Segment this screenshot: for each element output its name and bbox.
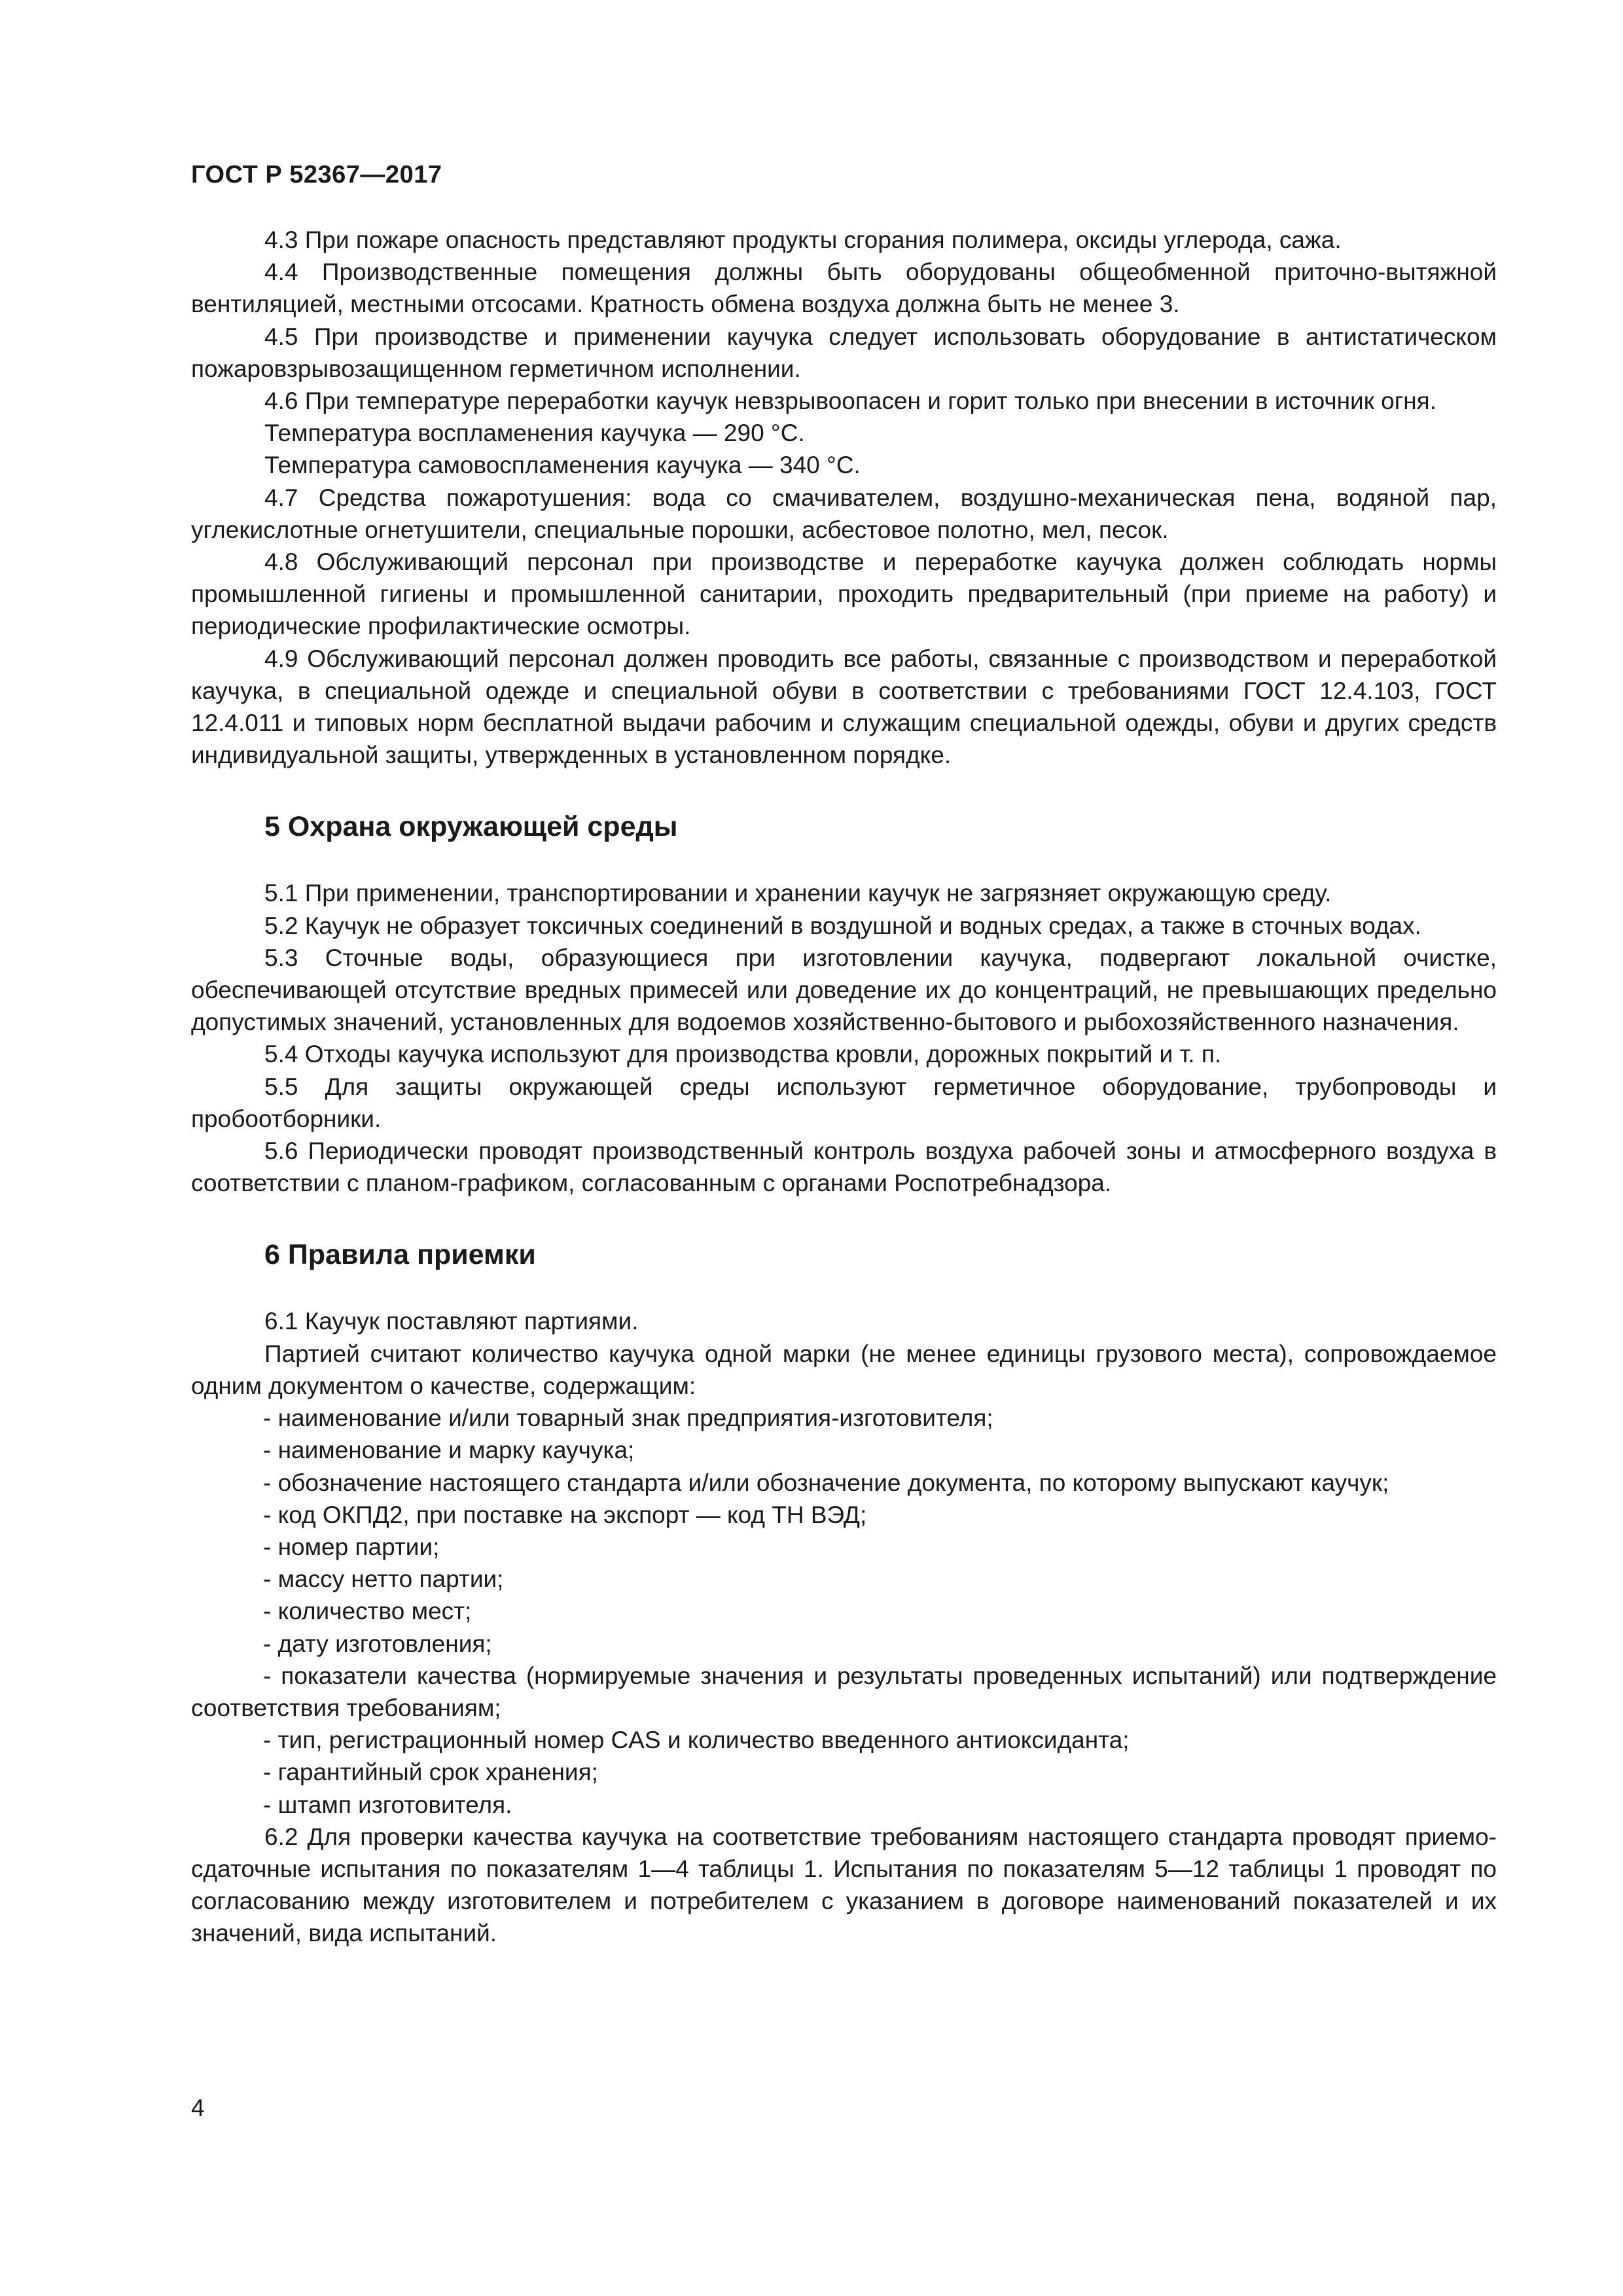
paragraph-4-6: 4.6 При температуре переработки каучук невзрывоопасен и горит только при внесении в источник огня. (264, 387, 1436, 415)
list-item: - массу нетто партии; (263, 1566, 504, 1593)
spacer (191, 771, 1497, 807)
autoignition-temperature: Температура самовоспламенения каучука — 340 °С. (264, 452, 861, 479)
paragraph-5-2: 5.2 Каучук не образует токсичных соединений в воздушной и водных средах, а также в сточных водах. (264, 912, 1421, 939)
batch-definition: Партией считают количество каучука одной марки (не менее единицы грузового места), сопровождаемое одним документом о качестве, содержащим: (191, 1340, 1497, 1399)
spacer (191, 1199, 1497, 1235)
paragraph-4-8: 4.8 Обслуживающий персонал при производстве и переработке каучука должен соблюдать нормы промышленной гигиены и промышленной санитарии, проходить предварительный (при приеме на работу) и периодические профилактические осмотры. (191, 548, 1497, 640)
paragraph-6-1: 6.1 Каучук поставляют партиями. (264, 1308, 639, 1335)
section-5-heading: 5 Охрана окружающей среды (264, 811, 678, 843)
list-item: - номер партии; (263, 1533, 440, 1560)
paragraph-4-3: 4.3 При пожаре опасность представляют продукты сгорания полимера, оксиды углерода, сажа. (264, 226, 1342, 253)
list-item: - обозначение настоящего стандарта и/или обозначение документа, по которому выпускают каучук; (263, 1469, 1389, 1496)
page-number: 4 (191, 2094, 205, 2121)
paragraph-4-5: 4.5 При производстве и применении каучука следует использовать оборудование в антистатическом пожаровзрывозащищенном герметичном исполнении. (191, 323, 1497, 382)
list-item: - код ОКПД2, при поставке на экспорт — код ТН ВЭД; (263, 1501, 867, 1528)
list-item: - наименование и/или товарный знак предприятия-изготовителя; (263, 1405, 993, 1432)
list-item: - дату изготовления; (263, 1630, 492, 1657)
paragraph-4-9: 4.9 Обслуживающий персонал должен проводить все работы, связанные с производством и переработкой каучука, в специальной одежде и специальной обуви в соответствии с требованиями ГОСТ 12.4.103, ГОСТ 12.4.011 и типовых норм бесплатной выдачи рабочим и служащим специальной одежды, обуви и других средств индивидуальной защиты, утвержденных в установленном порядке. (191, 645, 1497, 769)
paragraph-4-4: 4.4 Производственные помещения должны быть оборудованы общеобменной приточно-вытяжной вентиляцией, местными отсосами. Кратность обмена воздуха должна быть не менее 3. (191, 259, 1497, 318)
page-body (191, 224, 1497, 1950)
spacer (191, 846, 1497, 877)
list-item: - штамп изготовителя. (263, 1791, 512, 1818)
section-6-heading: 6 Правила приемки (264, 1239, 536, 1271)
paragraph-5-5: 5.5 Для защиты окружающей среды используют герметичное оборудование, трубопроводы и пробоотборники. (191, 1073, 1497, 1132)
list-item: - наименование и марку каучука; (263, 1437, 635, 1464)
list-item: - гарантийный срок хранения; (263, 1759, 598, 1786)
list-item: - тип, регистрационный номер CAS и количество введенного антиоксиданта; (263, 1727, 1130, 1754)
spacer (191, 1274, 1497, 1305)
paragraph-5-3: 5.3 Сточные воды, образующиеся при изготовлении каучука, подвергают локальной очистке, обеспечивающей отсутствие вредных примесей или доведение их до концентраций, не превышающих предельно допустимых значений, установленных для водоемов хозяйственно-бытового и рыбохозяйственного назначения. (191, 944, 1497, 1036)
list-item: - показатели качества (нормируемые значения и результаты проведенных испытаний) или подтверждение соответствия требованиям; (191, 1662, 1497, 1721)
document-header: ГОСТ Р 52367—2017 (191, 161, 442, 188)
paragraph-5-6: 5.6 Периодически проводят производственный контроль воздуха рабочей зоны и атмосферного воздуха в соответствии с планом-графиком, согласованным с органами Роспотребнадзора. (191, 1138, 1497, 1197)
ignition-temperature: Температура воспламенения каучука — 290 °С. (264, 420, 805, 447)
paragraph-6-2: 6.2 Для проверки качества каучука на соответствие требованиям настоящего стандарта проводят приемо-сдаточные испытания по показателям 1—4 таблицы 1. Испытания по показателям 5—12 таблицы 1 проводят по согласованию между изготовителем и потребителем с указанием в договоре наименований показателей и их значений, вида испытаний. (191, 1823, 1497, 1947)
paragraph-4-7: 4.7 Средства пожаротушения: вода со смачивателем, воздушно-механическая пена, водяной пар, углекислотные огнетушители, специальные порошки, асбестовое полотно, мел, песок. (191, 484, 1497, 543)
paragraph-5-4: 5.4 Отходы каучука используют для производства кровли, дорожных покрытий и т. п. (264, 1041, 1222, 1068)
list-item: - количество мест; (263, 1598, 472, 1625)
paragraph-5-1: 5.1 При применении, транспортировании и хранении каучук не загрязняет окружающую среду. (264, 880, 1332, 907)
